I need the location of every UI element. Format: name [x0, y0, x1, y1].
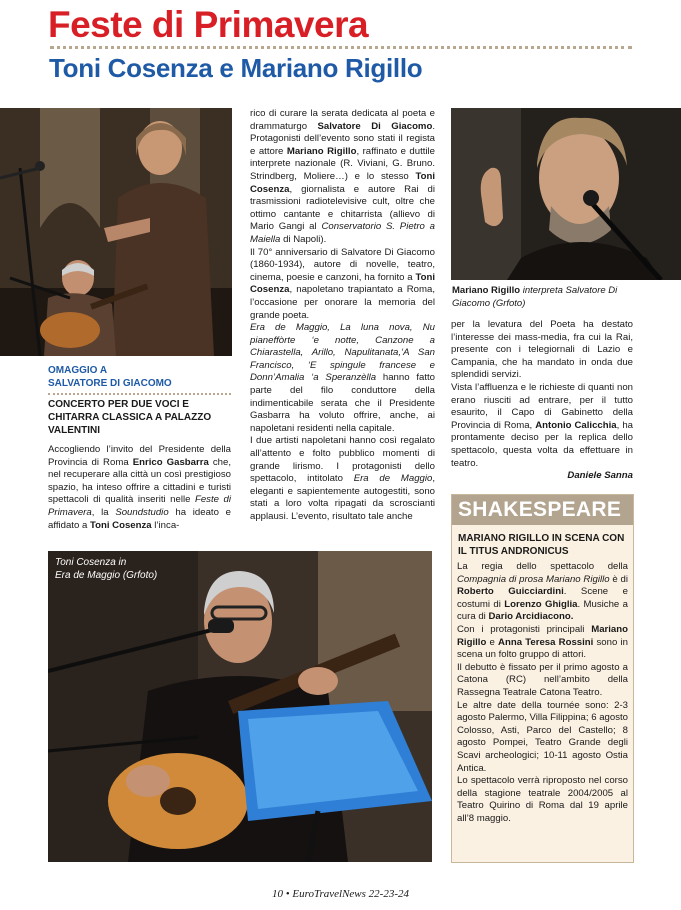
- rigillo-photo-illustration: [451, 108, 681, 280]
- sidebar-headline: MARIANO RIGILLO IN SCENA CON IL TITUS ANDRONICUS: [458, 533, 625, 557]
- cosenza-caption-line1: Toni Cosenza in: [55, 557, 127, 568]
- page-title: Feste di Primavera: [48, 4, 369, 45]
- shakespeare-sidebar: [451, 494, 634, 863]
- col1-paragraph: Accogliendo l’invito del Presidente della Provincia di Roma Enrico Gasbarra che, nel recuperare alla città un così prestigioso spazio, ha inteso offrire a cittadini e turisti spettacoli di qualità inseriti nelle Feste di Primavera, la Soundstudio ha ideato e affidato a Toni Cosenza l’inca-: [48, 444, 231, 531]
- sidebar-paragraph-3: Il debutto è fissato per il primo agosto a Catona (RC) nell’ambito della Rassegna Teatrale Catona Teatro.: [457, 661, 628, 698]
- sidebar-paragraph-5: Lo spettacolo verrà riproposto nel corso della stagione teatrale 2004/2005 al Teatro Quirino di Roma dal 19 aprile all’8 maggio.: [457, 775, 628, 824]
- rigillo-photo: [451, 108, 681, 280]
- concert-photo: [0, 108, 232, 356]
- concert-photo-illustration: [0, 108, 232, 356]
- cosenza-caption-line2: Era de Maggio (Grfoto): [55, 569, 158, 581]
- cosenza-photo: [48, 551, 432, 862]
- article-column-3: [451, 319, 633, 483]
- kicker-line1: OMAGGIO A: [48, 365, 108, 376]
- cosenza-photo-caption: [55, 557, 255, 582]
- kicker-line2: SALVATORE DI GIACOMO: [48, 378, 172, 389]
- article-column-2: [250, 108, 435, 524]
- col2-paragraph-2: Il 70° anniversario di Salvatore Di Giacomo (1860-1934), autore di novelle, teatro, cinema, poesie e canzoni, ha fornito a Toni Cosenza, napoletano trapiantato a Roma, l’occasione per onorare la memoria del grande poeta.: [250, 246, 435, 321]
- title-divider: [50, 46, 632, 49]
- col2-paragraph-3: Era de Maggio, La luna nova, Nu pianeffòrte ‘e notte, Canzone a Chiarastella, Arillo, Napulitanata,‘A San Francisco, ‘E spingule francese e Donn’Amalia ‘a Speranzèlla hanno fatto parte del filo conduttore della indimenticabile serata che il Presidente Gasbarra ha voluto offrire, anche, ai napoletani residenti nella capitale.: [250, 322, 435, 434]
- sidebar-paragraph-1: La regia dello spettacolo della Compagnia di prosa Mariano Rigillo è di Roberto Guicciardini. Scene e costumi di Lorenzo Ghiglia. Musiche a cura di Dario Arcidiacono.: [457, 561, 628, 623]
- col2-paragraph-4: I due artisti napoletani hanno così regalato all’attento e folto pubblico momenti di grande lirismo. I protagonisti dello spettacolo, intitolato Era de Maggio, eleganti e sapientemente autogestiti, sono stati a loro volta ripagati da scroscianti applausi. L’evento, risultato tale anche: [250, 435, 435, 522]
- sidebar-title: SHAKESPEARE: [458, 498, 622, 521]
- article-column-1: [48, 444, 231, 532]
- rigillo-photo-caption: Mariano Rigillo interpreta Salvatore Di Giacomo (Grfoto): [452, 285, 618, 309]
- cosenza-photo-illustration: [48, 551, 432, 862]
- kicker-divider: [48, 393, 231, 395]
- article-author: Daniele Sanna: [567, 470, 633, 482]
- page-footer: 10 • EuroTravelNews 22-23-24: [272, 888, 409, 900]
- col2-paragraph-1: rico di curare la serata dedicata al poeta e drammaturgo Salvatore Di Giacomo. Protagonisti dell’evento sono stati il regista e attore Mariano Rigillo, raffinato e duttile interprete nazionale (R. Viviani, G. Bruno. Strindberg, Moliere…) e lo stesso Toni Cosenza, giornalista e autore Rai di trasmissioni radiotelevisive cult, oltre che ottimo cantante e chitarrista (allievo di Mario Gangi al Conservatorio S. Pietro a Maiella di Napoli).: [250, 108, 436, 245]
- sidebar-paragraph-4: Le altre date della tournée sono: 2-3 agosto Palermo, Villa Filippina; 6 agosto Colosso, Asti, Parco del Castello; 8 agosto Pompei, Teatro Grande degli Scavi archeologici; 10-11 agosto Ostia Antica.: [457, 699, 629, 774]
- sidebar-body: [457, 561, 628, 825]
- sidebar-paragraph-2: Con i protagonisti principali Mariano Rigillo e Anna Teresa Rossini sono in scena un folto gruppo di attori.: [457, 623, 628, 661]
- article-kicker: [48, 364, 231, 390]
- col3-paragraph-2: Vista l’affluenza e le richieste di quanti non erano riusciti ad entrare, per il tutto esaurito, il Capo di Gabinetto della Provincia di Roma, Antonio Calicchia, ha prontamente deciso per la replica dello spettacolo, questa volta da effettuare in teatro.: [451, 381, 633, 469]
- page-subtitle: Toni Cosenza e Mariano Rigillo: [49, 53, 423, 83]
- col3-paragraph-1: per la levatura del Poeta ha destato l’interesse dei mass-media, fra cui la Rai, presente con i telegiornali di Lazio e Campania, che ha mandato in onda due splendidi servizi.: [451, 319, 633, 381]
- article-headline: CONCERTO PER DUE VOCI E CHITARRA CLASSICA A PALAZZO VALENTINI: [48, 399, 212, 436]
